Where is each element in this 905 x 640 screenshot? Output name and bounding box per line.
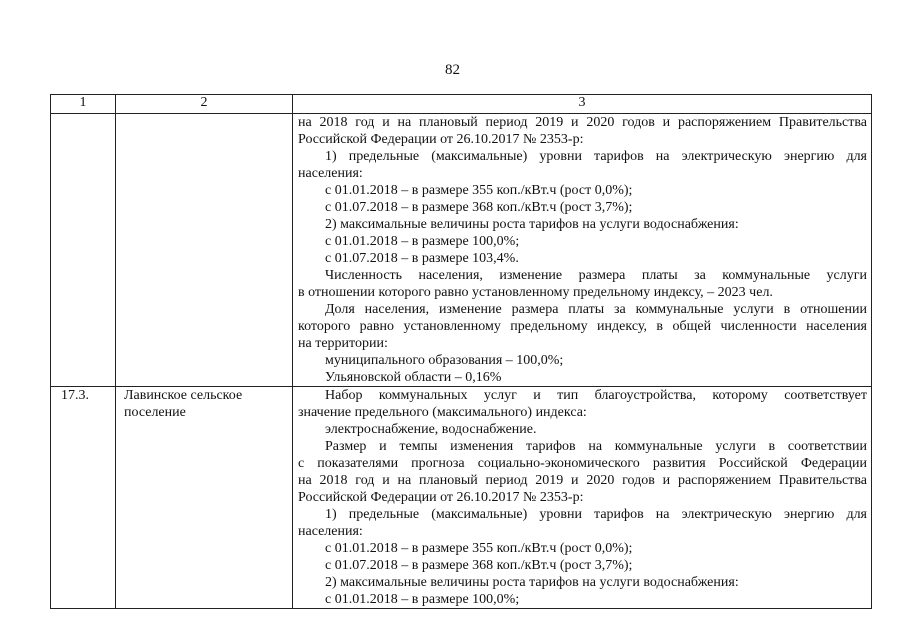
text-line: населения:: [298, 166, 363, 181]
text-line: с 01.01.2018 – в размере 100,0%;: [325, 234, 520, 249]
text-line: муниципального образования – 100,0%;: [325, 353, 564, 368]
text-line: значение предельного (максимального) индекса:: [298, 405, 587, 420]
text-line: с 01.01.2018 – в размере 355 коп./кВт.ч (рост 0,0%);: [325, 541, 633, 556]
text-line: с 01.01.2018 – в размере 100,0%;: [325, 592, 520, 607]
text-line: Российской Федерации от 26.10.2017 № 2353-р:: [298, 490, 584, 505]
document-table: [50, 94, 872, 609]
description-cell: [293, 387, 872, 609]
text-line: которого равно установленному предельному индексу, в общей численности населения: [298, 319, 867, 334]
text-line: Размер и темпы изменения тарифов на коммунальные услуги в соответствии: [325, 439, 867, 454]
text-line: на 2018 год и на плановый период 2019 и 2020 годов и распоряжением Правительства: [298, 115, 867, 130]
settlement-name: [116, 114, 293, 387]
row-number: [51, 114, 116, 387]
text-line: 2) максимальные величины роста тарифов на услуги водоснабжения:: [325, 575, 739, 590]
row-number: 17.3.: [51, 387, 116, 609]
text-line: с 01.07.2018 – в размере 103,4%.: [325, 251, 519, 266]
settlement-name-line: Лавинское сельское: [124, 388, 243, 403]
page-number: 82: [445, 62, 460, 78]
column-header-3: 3: [293, 95, 872, 114]
settlement-name: [116, 387, 293, 609]
text-line: Набор коммунальных услуг и тип благоустройства, которому соответствует: [325, 388, 867, 403]
text-line: Численность населения, изменение размера платы за коммунальные услуги: [325, 268, 867, 283]
table-row: [51, 114, 872, 387]
text-line: 2) максимальные величины роста тарифов на услуги водоснабжения:: [325, 217, 739, 232]
text-line: с 01.07.2018 – в размере 368 коп./кВт.ч (рост 3,7%);: [325, 200, 633, 215]
settlement-name-line: поселение: [124, 405, 186, 420]
text-line: 1) предельные (максимальные) уровни тарифов на электрическую энергию для: [325, 507, 867, 522]
text-line: Доля населения, изменение размера платы за коммунальные услуги в отношении: [325, 302, 867, 317]
column-header-1: 1: [51, 95, 116, 114]
text-line: с показателями прогноза социально-экономического развития Российской Федерации: [298, 456, 867, 471]
text-line: в отношении которого равно установленному предельному индексу, – 2023 чел.: [298, 285, 773, 300]
description-cell: [293, 114, 872, 387]
text-line: населения:: [298, 524, 363, 539]
text-line: на территории:: [298, 336, 388, 351]
table-header-row: [51, 95, 872, 114]
text-line: Российской Федерации от 26.10.2017 № 2353-р:: [298, 132, 584, 147]
text-line: на 2018 год и на плановый период 2019 и 2020 годов и распоряжением Правительства: [298, 473, 867, 488]
text-line: с 01.01.2018 – в размере 355 коп./кВт.ч (рост 0,0%);: [325, 183, 633, 198]
column-header-2: 2: [116, 95, 293, 114]
text-line: с 01.07.2018 – в размере 368 коп./кВт.ч (рост 3,7%);: [325, 558, 633, 573]
text-line: электроснабжение, водоснабжение.: [325, 422, 537, 437]
table-row: [51, 387, 872, 609]
text-line: Ульяновской области – 0,16%: [325, 370, 502, 385]
text-line: 1) предельные (максимальные) уровни тарифов на электрическую энергию для: [325, 149, 867, 164]
